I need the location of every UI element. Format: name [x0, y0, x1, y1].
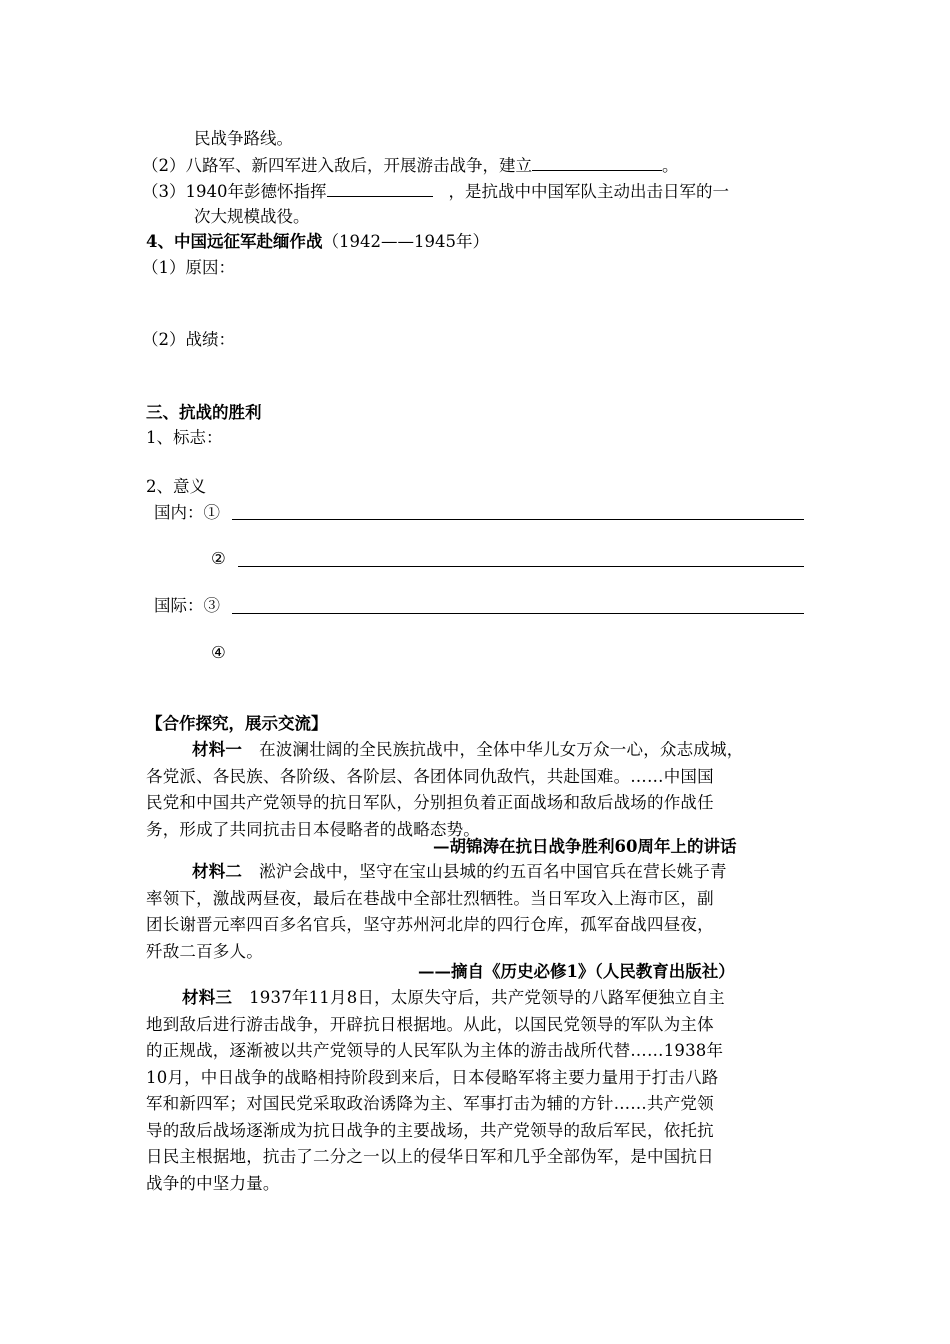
item-2-end: 。 — [662, 156, 679, 175]
international-answer-line-1[interactable] — [232, 613, 804, 614]
heading-4-title: 4、中国远征军赴缅作战 — [146, 232, 323, 251]
material-2-line: 歼敌二百多人。 — [146, 941, 263, 961]
material-1-source: —胡锦涛在抗日战争胜利60周年上的讲话 — [433, 837, 737, 856]
section-3-title: 三、抗战的胜利 — [146, 403, 262, 422]
circle-2: ② — [211, 549, 226, 568]
material-3-line: 1937年11月8日，太原失守后，共产党领导的八路军便独立自主 — [249, 988, 725, 1007]
item-2 — [142, 152, 679, 179]
item-3-text: （3）1940年彭德怀指挥 — [142, 182, 327, 201]
item-3 — [142, 178, 729, 205]
material-2-label: 材料二 — [192, 862, 243, 881]
material-3-label: 材料三 — [182, 988, 233, 1007]
heading-4 — [146, 229, 489, 255]
international-label: 国际：③ — [154, 596, 220, 615]
material-2-line: 团长谢晋元率四百多名官兵，坚守苏州河北岸的四行仓库，孤军奋战四昼夜， — [146, 915, 714, 934]
material-3-line: 军和新四军；对国民党采取政治诱降为主、军事打击为辅的方针……共产党领 — [146, 1094, 714, 1113]
victory-sign-label: 1、标志： — [146, 428, 223, 447]
material-3-line: 地到敌后进行游击战争，开辟抗日根据地。从此，以国民党领导的军队为主体 — [146, 1014, 714, 1034]
material-2 — [146, 859, 727, 965]
heading-4-dates: （1942——1945年） — [322, 232, 489, 251]
material-3-line: 的正规战，逐渐被以共产党领导的人民军队为主体的游击战所代替……1938年 — [146, 1041, 724, 1060]
material-3-line: 日民主根据地，抗击了二分之一以上的侵华日军和几乎全部伪军，是中国抗日 — [146, 1147, 714, 1166]
material-2-source: ——摘自《历史必修1》（人民教育出版社） — [418, 962, 735, 981]
coop-title: 【合作探究，展示交流】 — [146, 714, 328, 733]
significance-label: 2、意义 — [146, 477, 206, 496]
material-1 — [146, 737, 743, 843]
item-3-continuation: 次大规模战役。 — [194, 207, 310, 226]
base-area-blank[interactable] — [532, 152, 662, 171]
domestic-label: 国内：① — [154, 503, 220, 522]
material-1-label: 材料一 — [192, 740, 243, 759]
material-2-line: 淞沪会战中，坚守在宝山县城的约五百名中国官兵在营长姚子青 — [259, 862, 727, 881]
item-2-text: （2）八路军、新四军进入敌后，开展游击战争，建立 — [142, 156, 532, 175]
reason-label: （1）原因： — [142, 258, 235, 277]
material-1-line: 各党派、各民族、各阶级、各阶层、各团体同仇敌忾，共赴国难。……中国国 — [146, 766, 714, 786]
material-1-line: 民党和中国共产党领导的抗日军队，分别担负着正面战场和敌后战场的作战任 — [146, 793, 714, 812]
material-1-line: 在波澜壮阔的全民族抗战中，全体中华儿女万众一心，众志成城， — [259, 740, 744, 759]
material-1-line: 务，形成了共同抗击日本侵略者的战略态势。 — [146, 819, 480, 839]
battle-name-blank[interactable] — [327, 178, 433, 197]
result-label: （2）战绩： — [142, 330, 235, 349]
item-1-continuation: 民战争路线。 — [194, 129, 293, 148]
material-3-line: 10月，中日战争的战略相持阶段到来后，日本侵略军将主要力量用于打击八路 — [146, 1067, 719, 1087]
domestic-answer-line-1[interactable] — [232, 519, 804, 520]
circle-4: ④ — [211, 643, 226, 662]
material-3 — [146, 985, 725, 1197]
material-3-line: 战争的中坚力量。 — [146, 1173, 280, 1193]
domestic-answer-line-2[interactable] — [238, 566, 804, 567]
material-3-line: 导的敌后战场逐渐成为抗日战争的主要战场，共产党领导的敌后军民，依托抗 — [146, 1120, 714, 1140]
material-2-line: 率领下，激战两昼夜，最后在巷战中全部壮烈牺牲。当日军攻入上海市区，副 — [146, 888, 714, 908]
item-3-text-b: ，是抗战中中国军队主动出击日军的一 — [448, 182, 729, 201]
